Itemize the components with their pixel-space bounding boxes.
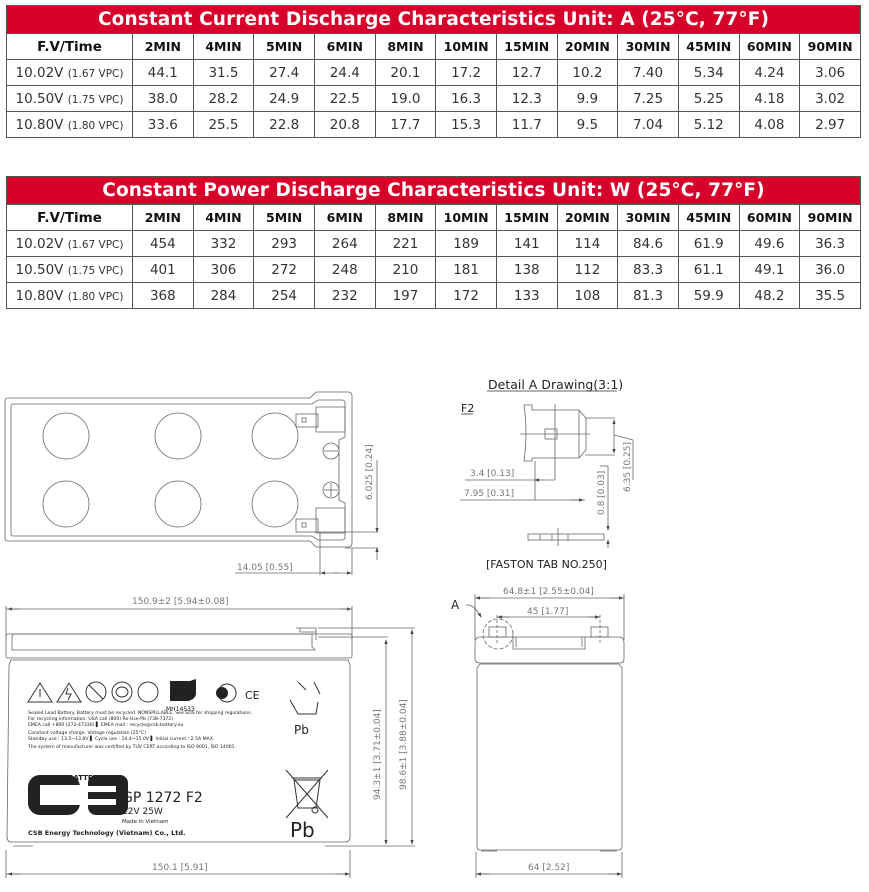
label-text-line: EMEA call +800 (272-47336) ▌ EMEA mail : recycle@csb-battery.eu <box>28 723 184 728</box>
table-cell: 49.6 <box>739 231 800 257</box>
table-cell: 59.9 <box>678 283 739 309</box>
column-header: 15MIN <box>496 205 557 231</box>
table-cell: 38.0 <box>133 86 194 112</box>
table-cell: 7.25 <box>618 86 679 112</box>
table-cell: 284 <box>193 283 254 309</box>
row-label: 10.50V (1.75 VPC) <box>7 86 133 112</box>
table-cell: 22.8 <box>254 112 315 138</box>
column-header: 15MIN <box>496 34 557 60</box>
column-header: 8MIN <box>375 205 436 231</box>
column-header: 10MIN <box>436 34 497 60</box>
table-cell: 35.5 <box>800 283 861 309</box>
column-header: 90MIN <box>800 205 861 231</box>
table-cell: 332 <box>193 231 254 257</box>
column-header: 2MIN <box>133 205 194 231</box>
table-cell: 9.9 <box>557 86 618 112</box>
model-name: GP 1272 F2 <box>122 790 203 806</box>
table-cell: 16.3 <box>436 86 497 112</box>
recycle-pb: Pb <box>294 723 309 737</box>
battery-label <box>27 689 315 842</box>
row-label: 10.80V (1.80 VPC) <box>7 112 133 138</box>
dim-side-top: 64.8±1 [2.55±0.04] <box>503 587 594 597</box>
dim-detail-a: 3.4 [0.13] <box>470 469 515 479</box>
table-cell: 7.04 <box>618 112 679 138</box>
column-header: 8MIN <box>375 34 436 60</box>
column-header: 10MIN <box>436 205 497 231</box>
faston-caption: [FASTON TAB NO.250] <box>486 558 607 571</box>
column-header: 90MIN <box>800 34 861 60</box>
row-label: 10.02V (1.67 VPC) <box>7 231 133 257</box>
table-cell: 20.1 <box>375 60 436 86</box>
dim-front-bottom: 150.1 [5.91] <box>152 863 208 873</box>
table-cell: 15.3 <box>436 112 497 138</box>
company-name: CSB Energy Technology (Vietnam) Co., Ltd. <box>28 829 186 837</box>
table-cell: 368 <box>133 283 194 309</box>
table-cell: 138 <box>496 257 557 283</box>
side-view <box>466 594 624 878</box>
table-cell: 17.7 <box>375 112 436 138</box>
label-text-line: Constant voltage charge. Voltage regulation (25°C) <box>28 731 146 736</box>
table-cell: 33.6 <box>133 112 194 138</box>
table-cell: 12.7 <box>496 60 557 86</box>
dim-top-vertical: 6.025 [0.24] <box>365 444 375 500</box>
dim-height-outer: 98.6±1 [3.88±0.04] <box>399 699 409 790</box>
rating: 12V 25W <box>122 807 163 817</box>
dim-detail-b: 7.95 [0.31] <box>464 489 514 499</box>
table-cell: 2.97 <box>800 112 861 138</box>
table-cell: 61.1 <box>678 257 739 283</box>
column-header: 5MIN <box>254 34 315 60</box>
column-header: 5MIN <box>254 205 315 231</box>
table-cell: 25.5 <box>193 112 254 138</box>
table-cell: 232 <box>314 283 375 309</box>
table-cell: 181 <box>436 257 497 283</box>
label-text-line: The system of manufacturer was certified by TUV CERT according to ISO 9001, ISO 14001. <box>28 745 237 750</box>
table-cell: 133 <box>496 283 557 309</box>
table-cell: 3.02 <box>800 86 861 112</box>
table-cell: 4.18 <box>739 86 800 112</box>
dim-front-top: 150.9±2 [5.94±0.08] <box>132 597 229 607</box>
table-cell: 248 <box>314 257 375 283</box>
column-header: 20MIN <box>557 34 618 60</box>
brand-battery: BATTERY <box>68 774 103 782</box>
table-cell: 210 <box>375 257 436 283</box>
table-cell: 5.25 <box>678 86 739 112</box>
table-cell: 401 <box>133 257 194 283</box>
column-header: 6MIN <box>314 34 375 60</box>
table-cell: 12.3 <box>496 86 557 112</box>
table-cell: 221 <box>375 231 436 257</box>
table-cell: 3.06 <box>800 60 861 86</box>
table-cell: 264 <box>314 231 375 257</box>
table-cell: 24.9 <box>254 86 315 112</box>
label-text-line: Sealed Lead Battery. Battery must be recycled. NONSPILLABLE. See SDS for shipping regulations. <box>28 711 253 716</box>
table-cell: 454 <box>133 231 194 257</box>
row-label: 10.02V (1.67 VPC) <box>7 60 133 86</box>
table-cell: 254 <box>254 283 315 309</box>
column-header: 30MIN <box>618 34 679 60</box>
detail-title: Detail A Drawing(3:1) <box>488 377 624 392</box>
front-view <box>6 606 415 878</box>
column-header: 60MIN <box>739 34 800 60</box>
dim-top-horizontal: 14.05 [0.55] <box>237 563 293 573</box>
label-text-line: Standby use : 13.5~13.8V ▌ Cycle use : 14.4~15.0V ▌ Initial current : 2.5A MAX. <box>28 737 215 742</box>
column-header: 45MIN <box>678 205 739 231</box>
dimension-labels <box>132 377 633 873</box>
table-cell: 83.3 <box>618 257 679 283</box>
table-cell: 84.6 <box>618 231 679 257</box>
table-cell: 10.2 <box>557 60 618 86</box>
table-cell: 5.34 <box>678 60 739 86</box>
table-cell: 44.1 <box>133 60 194 86</box>
dim-side-bottom: 64 [2.52] <box>528 863 570 873</box>
table-cell: 272 <box>254 257 315 283</box>
table-cell: 189 <box>436 231 497 257</box>
table-cell: 81.3 <box>618 283 679 309</box>
row-label: 10.80V (1.80 VPC) <box>7 283 133 309</box>
dim-side-terminal: 45 [1.77] <box>527 607 569 617</box>
table-cell: 28.2 <box>193 86 254 112</box>
terminal-label: F2 <box>461 402 475 415</box>
rohs-number: 5 <box>218 689 225 700</box>
table-cell: 61.9 <box>678 231 739 257</box>
label-text-line: For recycling information: USA call (800) Re-Use-Pb (738-7372) <box>28 717 174 722</box>
table-cell: 7.40 <box>618 60 679 86</box>
table-cell: 11.7 <box>496 112 557 138</box>
table-cell: 20.8 <box>314 112 375 138</box>
table-cell: 141 <box>496 231 557 257</box>
table-cell: 108 <box>557 283 618 309</box>
detail-callout-a: A <box>451 598 460 612</box>
table-cell: 112 <box>557 257 618 283</box>
table-cell: 49.1 <box>739 257 800 283</box>
table-cell: 48.2 <box>739 283 800 309</box>
table-cell: 22.5 <box>314 86 375 112</box>
table-cell: 293 <box>254 231 315 257</box>
column-header: 45MIN <box>678 34 739 60</box>
table-cell: 17.2 <box>436 60 497 86</box>
origin: Made in Vietnam <box>122 819 169 825</box>
table-cell: 114 <box>557 231 618 257</box>
table-cell: 4.08 <box>739 112 800 138</box>
ul-number: MH14533 <box>166 706 195 713</box>
table-cell: 31.5 <box>193 60 254 86</box>
table-cell: 197 <box>375 283 436 309</box>
column-header: 2MIN <box>133 34 194 60</box>
table-cell: 172 <box>436 283 497 309</box>
table-cell: 4.24 <box>739 60 800 86</box>
dim-height-inner: 94.3±1 [3.71±0.04] <box>373 709 383 800</box>
column-header: F.V/Time <box>7 34 133 60</box>
bin-pb: Pb <box>290 818 315 842</box>
column-header: 6MIN <box>314 205 375 231</box>
column-header: 20MIN <box>557 205 618 231</box>
row-label: 10.50V (1.75 VPC) <box>7 257 133 283</box>
crossed-bin-icon <box>286 770 328 818</box>
top-view <box>5 392 378 575</box>
table-cell: 24.4 <box>314 60 375 86</box>
table-cell: 36.0 <box>800 257 861 283</box>
ce-mark: CE <box>245 689 260 702</box>
column-header: 60MIN <box>739 205 800 231</box>
table-cell: 5.12 <box>678 112 739 138</box>
table-cell: 9.5 <box>557 112 618 138</box>
dim-detail-d: 6.35 [0.25] <box>623 442 633 492</box>
table-title: Constant Power Discharge Characteristics Unit: W (25°C, 77°F) <box>7 177 861 205</box>
column-header: 4MIN <box>193 34 254 60</box>
table-cell: 27.4 <box>254 60 315 86</box>
column-header: 30MIN <box>618 205 679 231</box>
table-title: Constant Current Discharge Characteristics Unit: A (25°C, 77°F) <box>7 6 861 34</box>
table-cell: 19.0 <box>375 86 436 112</box>
dim-detail-c: 0.8 [0.03] <box>597 470 607 515</box>
table-cell: 306 <box>193 257 254 283</box>
column-header: F.V/Time <box>7 205 133 231</box>
column-header: 4MIN <box>193 205 254 231</box>
table-cell: 36.3 <box>800 231 861 257</box>
